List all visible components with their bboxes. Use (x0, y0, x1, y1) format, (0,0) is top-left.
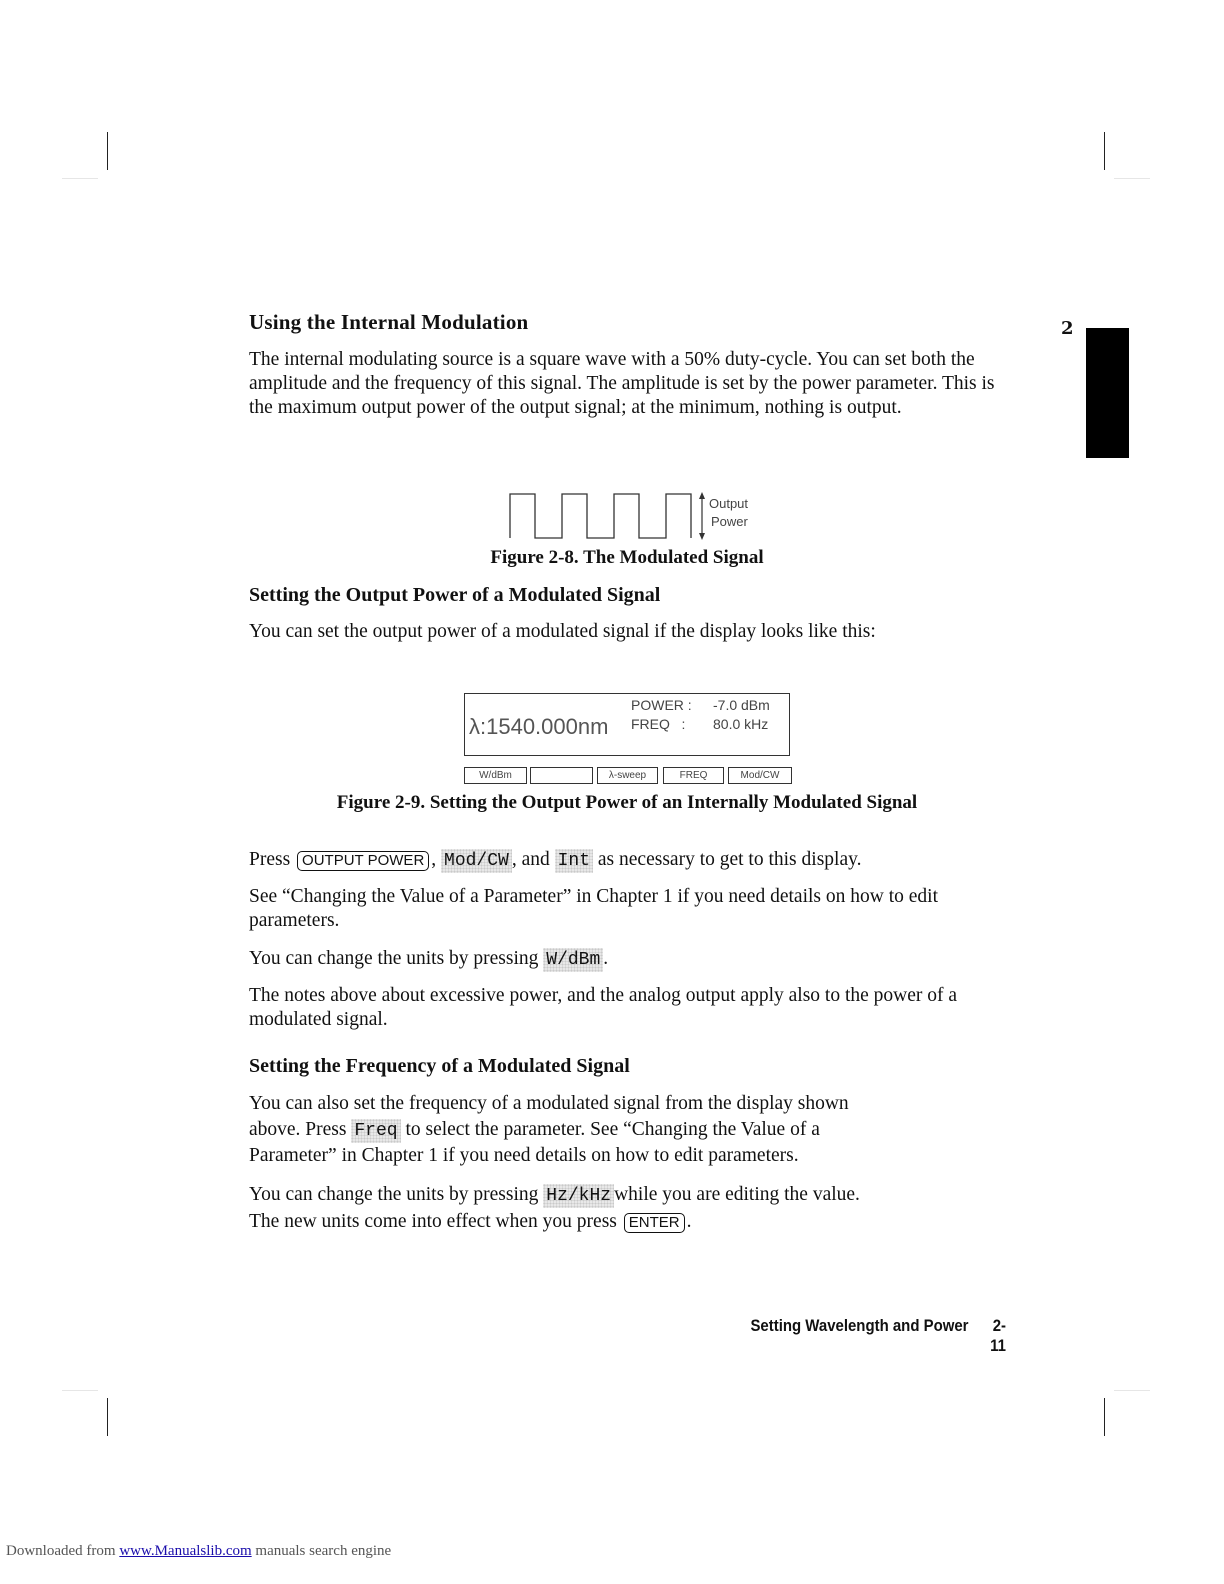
download-suffix: manuals search engine (255, 1543, 392, 1559)
hz-khz-softkey[interactable]: Hz/kHz (543, 1184, 614, 1208)
crop-mark (107, 1398, 108, 1436)
softkey-blank[interactable] (530, 767, 593, 784)
chapter-thumb-tab (1086, 328, 1129, 458)
press-sep2: , and (511, 849, 550, 870)
freq-line1: You can also set the frequency of a modulated signal from the display shown (249, 1093, 849, 1114)
freq-units-paragraph (249, 1181, 1009, 1235)
press-sep1: , (431, 849, 437, 870)
crop-mark (1114, 1390, 1150, 1391)
output-power-label-line1: Output (709, 496, 749, 511)
enter-key[interactable]: ENTER (624, 1213, 685, 1233)
chapter-number: 2 (1061, 318, 1074, 339)
output-power-label-line2: Power (711, 514, 748, 529)
display-power-label: POWER : (631, 697, 692, 713)
mod-cw-softkey[interactable]: Mod/CW (441, 849, 512, 873)
press-prefix: Press (249, 849, 291, 870)
int-softkey[interactable]: Int (555, 849, 593, 873)
power-arrow-up-head (699, 492, 705, 499)
subsection-freq-title: Setting the Frequency of a Modulated Signal (249, 1055, 630, 1077)
output-power-label (709, 495, 748, 531)
page-footer (737, 1316, 1006, 1356)
press-instruction (249, 848, 1009, 873)
crop-mark (107, 132, 108, 170)
notes-paragraph: The notes above about excessive power, and the analog output apply also to the power of a modulated signal. (249, 985, 958, 1030)
footer-page-number: 2-11 (990, 1316, 1006, 1355)
subsection-power-intro: You can set the output power of a modulated signal if the display looks like this: (249, 621, 876, 642)
figure-2-9-caption: Figure 2-9. Setting the Output Power of an Internally Modulated Signal (336, 792, 918, 813)
press-suffix: as necessary to get to this display. (597, 849, 862, 870)
freq-units-prefix: You can change the units by pressing (249, 1184, 539, 1205)
instrument-display (464, 693, 790, 756)
manualslib-link[interactable]: www.Manualslib.com (119, 1543, 252, 1559)
units-suffix: . (603, 948, 609, 969)
softkey-freq[interactable]: FREQ (663, 767, 724, 784)
softkey-lambda-sweep[interactable]: λ-sweep (597, 767, 658, 784)
display-freq-value: 80.0 kHz (713, 716, 769, 732)
freq-line3: Parameter” in Chapter 1 if you need details on how to edit parameters. (249, 1145, 799, 1166)
units-paragraph (249, 947, 1009, 972)
download-note (6, 1543, 391, 1560)
enter-prefix: The new units come into effect when you press (249, 1211, 617, 1232)
footer-title: Setting Wavelength and Power (750, 1316, 969, 1335)
enter-suffix: . (686, 1211, 692, 1232)
display-power-value: -7.0 dBm (713, 697, 770, 713)
section-title: Using the Internal Modulation (249, 310, 529, 334)
freq-line2-prefix: above. Press (249, 1119, 347, 1140)
crop-mark (1104, 1398, 1105, 1436)
display-wavelength: λ:1540.000nm (469, 714, 609, 739)
softkey-mod-cw[interactable]: Mod/CW (728, 767, 792, 784)
units-prefix: You can change the units by pressing (249, 948, 539, 969)
output-power-key[interactable]: OUTPUT POWER (297, 851, 429, 871)
section-intro: The internal modulating source is a square wave with a 50% duty-cycle. You can set both the amplitude and the frequency of this signal. The amplitude is set by the power parameter. This is the maximum output power of the output signal; at the minimum, nothing is output. (249, 349, 995, 418)
softkey-w-dbm[interactable]: W/dBm (464, 767, 527, 784)
freq-paragraph (249, 1091, 1009, 1169)
crop-mark (62, 1390, 98, 1391)
freq-line2-suffix: to select the parameter. See “Changing the Value of a (405, 1119, 820, 1140)
crop-mark (1104, 132, 1105, 170)
see-parameter-paragraph: See “Changing the Value of a Parameter” in Chapter 1 if you need details on how to edit parameters. (249, 886, 938, 931)
crop-mark (1114, 178, 1150, 179)
crop-mark (62, 178, 98, 179)
display-freq-label: FREQ : (631, 716, 686, 732)
subsection-power-title: Setting the Output Power of a Modulated Signal (249, 584, 661, 606)
power-arrow-down-head (699, 533, 705, 540)
freq-softkey[interactable]: Freq (351, 1119, 400, 1143)
w-dbm-softkey[interactable]: W/dBm (543, 948, 603, 972)
square-wave-trace (510, 494, 691, 538)
download-prefix: Downloaded from (6, 1543, 116, 1559)
freq-units-suffix: while you are editing the value. (614, 1184, 860, 1205)
softkey-row (464, 767, 794, 785)
figure-2-8-caption: Figure 2-8. The Modulated Signal (490, 547, 764, 568)
